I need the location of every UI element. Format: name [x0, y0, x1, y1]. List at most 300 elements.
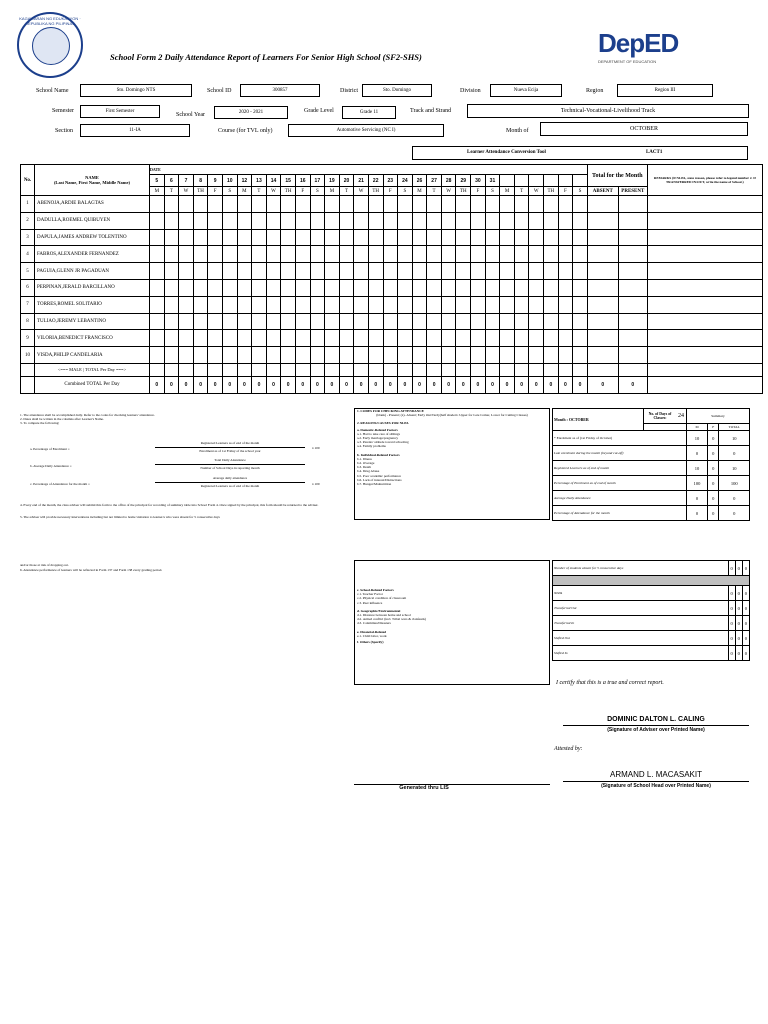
absent-total-cell[interactable]	[587, 229, 618, 246]
absent-total-cell[interactable]	[587, 263, 618, 280]
attendance-cell[interactable]	[427, 313, 442, 330]
attendance-cell[interactable]	[558, 212, 573, 229]
attendance-cell[interactable]	[412, 246, 427, 263]
attendance-cell[interactable]	[339, 263, 354, 280]
attendance-cell[interactable]	[485, 313, 500, 330]
attendance-cell[interactable]	[398, 212, 413, 229]
attendance-cell[interactable]	[427, 229, 442, 246]
attendance-cell[interactable]	[237, 263, 252, 280]
attendance-cell[interactable]	[456, 212, 471, 229]
attendance-cell[interactable]	[427, 296, 442, 313]
absent-total-cell[interactable]	[587, 279, 618, 296]
attendance-cell[interactable]	[164, 347, 179, 364]
attendance-cell[interactable]	[281, 330, 296, 347]
attendance-cell[interactable]	[339, 313, 354, 330]
attendance-cell[interactable]	[558, 246, 573, 263]
attendance-cell[interactable]	[514, 263, 529, 280]
attendance-cell[interactable]	[573, 296, 588, 313]
attendance-cell[interactable]	[310, 212, 325, 229]
attendance-cell[interactable]	[573, 212, 588, 229]
remarks-cell[interactable]	[647, 279, 762, 296]
absent-total-cell[interactable]	[587, 347, 618, 364]
attendance-cell[interactable]	[398, 196, 413, 213]
attendance-cell[interactable]	[368, 212, 383, 229]
attendance-cell[interactable]	[164, 196, 179, 213]
attendance-cell[interactable]	[368, 229, 383, 246]
attendance-cell[interactable]	[164, 330, 179, 347]
attendance-cell[interactable]	[150, 296, 165, 313]
attendance-cell[interactable]	[237, 196, 252, 213]
attendance-cell[interactable]	[573, 330, 588, 347]
attendance-cell[interactable]	[295, 246, 310, 263]
attendance-cell[interactable]	[529, 296, 544, 313]
attendance-cell[interactable]	[529, 263, 544, 280]
attendance-cell[interactable]	[354, 330, 369, 347]
attendance-cell[interactable]	[222, 330, 237, 347]
attendance-cell[interactable]	[529, 229, 544, 246]
attendance-cell[interactable]	[412, 347, 427, 364]
attendance-cell[interactable]	[222, 196, 237, 213]
attendance-cell[interactable]	[266, 212, 281, 229]
attendance-cell[interactable]	[368, 313, 383, 330]
attendance-cell[interactable]	[310, 330, 325, 347]
attendance-cell[interactable]	[237, 313, 252, 330]
attendance-cell[interactable]	[573, 347, 588, 364]
attendance-cell[interactable]	[354, 246, 369, 263]
attendance-cell[interactable]	[383, 296, 398, 313]
attendance-cell[interactable]	[471, 313, 486, 330]
attendance-cell[interactable]	[237, 347, 252, 364]
attendance-cell[interactable]	[325, 196, 340, 213]
grade-level-field[interactable]: Grade 11	[342, 106, 396, 119]
attendance-cell[interactable]	[237, 212, 252, 229]
attendance-cell[interactable]	[310, 313, 325, 330]
attendance-cell[interactable]	[368, 246, 383, 263]
attendance-cell[interactable]	[441, 212, 456, 229]
attendance-cell[interactable]	[325, 246, 340, 263]
present-total-cell[interactable]	[618, 196, 647, 213]
attendance-cell[interactable]	[368, 196, 383, 213]
remarks-cell[interactable]	[647, 296, 762, 313]
attendance-cell[interactable]	[164, 313, 179, 330]
attendance-cell[interactable]	[193, 347, 208, 364]
attendance-cell[interactable]	[222, 296, 237, 313]
attendance-cell[interactable]	[266, 347, 281, 364]
attendance-cell[interactable]	[193, 229, 208, 246]
attendance-cell[interactable]	[281, 313, 296, 330]
remarks-cell[interactable]	[647, 347, 762, 364]
school-year-field[interactable]: 2020 - 2021	[214, 106, 288, 119]
attendance-cell[interactable]	[281, 263, 296, 280]
attendance-cell[interactable]	[441, 263, 456, 280]
attendance-cell[interactable]	[325, 229, 340, 246]
school-id-field[interactable]: 300857	[240, 84, 320, 97]
attendance-cell[interactable]	[383, 229, 398, 246]
attendance-cell[interactable]	[500, 229, 515, 246]
semester-field[interactable]: First Semester	[80, 105, 160, 118]
attendance-cell[interactable]	[529, 279, 544, 296]
present-total-cell[interactable]	[618, 212, 647, 229]
attendance-cell[interactable]	[412, 279, 427, 296]
attendance-cell[interactable]	[558, 196, 573, 213]
attendance-cell[interactable]	[412, 330, 427, 347]
attendance-cell[interactable]	[193, 263, 208, 280]
attendance-cell[interactable]	[208, 296, 223, 313]
attendance-cell[interactable]	[471, 246, 486, 263]
attendance-cell[interactable]	[339, 229, 354, 246]
attendance-cell[interactable]	[295, 263, 310, 280]
attendance-cell[interactable]	[208, 246, 223, 263]
remarks-cell[interactable]	[647, 263, 762, 280]
attendance-cell[interactable]	[500, 313, 515, 330]
attendance-cell[interactable]	[354, 263, 369, 280]
attendance-cell[interactable]	[368, 296, 383, 313]
attendance-cell[interactable]	[339, 347, 354, 364]
attendance-cell[interactable]	[310, 196, 325, 213]
attendance-cell[interactable]	[252, 296, 267, 313]
absent-total-cell[interactable]	[587, 212, 618, 229]
attendance-cell[interactable]	[354, 313, 369, 330]
attendance-cell[interactable]	[295, 212, 310, 229]
attendance-cell[interactable]	[383, 279, 398, 296]
attendance-cell[interactable]	[383, 313, 398, 330]
attendance-cell[interactable]	[164, 212, 179, 229]
absent-total-cell[interactable]	[587, 313, 618, 330]
attendance-cell[interactable]	[398, 313, 413, 330]
attendance-cell[interactable]	[412, 296, 427, 313]
attendance-cell[interactable]	[208, 229, 223, 246]
attendance-cell[interactable]	[485, 212, 500, 229]
attendance-cell[interactable]	[471, 296, 486, 313]
attendance-cell[interactable]	[150, 196, 165, 213]
attendance-cell[interactable]	[339, 330, 354, 347]
attendance-cell[interactable]	[164, 263, 179, 280]
attendance-cell[interactable]	[150, 263, 165, 280]
present-total-cell[interactable]	[618, 296, 647, 313]
attendance-cell[interactable]	[573, 229, 588, 246]
attendance-cell[interactable]	[208, 279, 223, 296]
adviser-name[interactable]: DOMINIC DALTON L. CALING	[607, 716, 705, 723]
attendance-cell[interactable]	[441, 296, 456, 313]
attendance-cell[interactable]	[558, 296, 573, 313]
attendance-cell[interactable]	[412, 313, 427, 330]
attendance-cell[interactable]	[339, 246, 354, 263]
attendance-cell[interactable]	[325, 313, 340, 330]
attendance-cell[interactable]	[544, 229, 559, 246]
attendance-cell[interactable]	[529, 196, 544, 213]
attendance-cell[interactable]	[514, 196, 529, 213]
attendance-cell[interactable]	[500, 330, 515, 347]
attendance-cell[interactable]	[558, 313, 573, 330]
attendance-cell[interactable]	[558, 263, 573, 280]
division-field[interactable]: Nueva Ecija	[490, 84, 562, 97]
attendance-cell[interactable]	[295, 330, 310, 347]
conversion-tool-value[interactable]: LACT1	[645, 150, 663, 156]
attendance-cell[interactable]	[529, 313, 544, 330]
attendance-cell[interactable]	[514, 347, 529, 364]
attendance-cell[interactable]	[398, 347, 413, 364]
attendance-cell[interactable]	[150, 229, 165, 246]
attendance-cell[interactable]	[325, 212, 340, 229]
attendance-cell[interactable]	[514, 313, 529, 330]
attendance-cell[interactable]	[573, 279, 588, 296]
attendance-cell[interactable]	[485, 229, 500, 246]
attendance-cell[interactable]	[544, 196, 559, 213]
absent-total-cell[interactable]	[587, 196, 618, 213]
attendance-cell[interactable]	[500, 246, 515, 263]
attendance-cell[interactable]	[427, 196, 442, 213]
attendance-cell[interactable]	[339, 296, 354, 313]
attendance-cell[interactable]	[471, 196, 486, 213]
attendance-cell[interactable]	[179, 279, 194, 296]
attendance-cell[interactable]	[500, 279, 515, 296]
attendance-cell[interactable]	[354, 212, 369, 229]
summary-days-value[interactable]: 24	[676, 409, 687, 424]
attendance-cell[interactable]	[544, 212, 559, 229]
attendance-cell[interactable]	[252, 212, 267, 229]
attendance-cell[interactable]	[150, 279, 165, 296]
attendance-cell[interactable]	[208, 313, 223, 330]
present-total-cell[interactable]	[618, 246, 647, 263]
attendance-cell[interactable]	[222, 279, 237, 296]
attendance-cell[interactable]	[252, 313, 267, 330]
attendance-cell[interactable]	[354, 347, 369, 364]
attendance-cell[interactable]	[164, 296, 179, 313]
attendance-cell[interactable]	[354, 296, 369, 313]
attendance-cell[interactable]	[150, 212, 165, 229]
attendance-cell[interactable]	[456, 296, 471, 313]
attendance-cell[interactable]	[514, 229, 529, 246]
track-field[interactable]: Technical-Vocational-Livelihood Track	[467, 104, 749, 118]
attendance-cell[interactable]	[150, 347, 165, 364]
attendance-cell[interactable]	[179, 196, 194, 213]
attendance-cell[interactable]	[339, 212, 354, 229]
attendance-cell[interactable]	[179, 263, 194, 280]
attendance-cell[interactable]	[281, 246, 296, 263]
remarks-cell[interactable]	[647, 212, 762, 229]
attendance-cell[interactable]	[281, 196, 296, 213]
attendance-cell[interactable]	[252, 330, 267, 347]
attendance-cell[interactable]	[398, 330, 413, 347]
attendance-cell[interactable]	[237, 279, 252, 296]
attendance-cell[interactable]	[485, 263, 500, 280]
attendance-cell[interactable]	[295, 279, 310, 296]
attendance-cell[interactable]	[544, 296, 559, 313]
attendance-cell[interactable]	[222, 347, 237, 364]
attendance-cell[interactable]	[164, 229, 179, 246]
attendance-cell[interactable]	[310, 229, 325, 246]
attendance-cell[interactable]	[179, 347, 194, 364]
attendance-cell[interactable]	[339, 196, 354, 213]
attendance-cell[interactable]	[368, 330, 383, 347]
attendance-cell[interactable]	[266, 279, 281, 296]
attendance-cell[interactable]	[456, 263, 471, 280]
attendance-cell[interactable]	[471, 212, 486, 229]
attendance-cell[interactable]	[456, 347, 471, 364]
attendance-cell[interactable]	[208, 212, 223, 229]
attendance-cell[interactable]	[266, 229, 281, 246]
attendance-cell[interactable]	[485, 246, 500, 263]
attendance-cell[interactable]	[514, 330, 529, 347]
attendance-cell[interactable]	[179, 229, 194, 246]
attendance-cell[interactable]	[441, 229, 456, 246]
attendance-cell[interactable]	[281, 229, 296, 246]
attendance-cell[interactable]	[252, 229, 267, 246]
attendance-cell[interactable]	[281, 347, 296, 364]
present-total-cell[interactable]	[618, 279, 647, 296]
attendance-cell[interactable]	[383, 330, 398, 347]
attendance-cell[interactable]	[558, 330, 573, 347]
course-field[interactable]: Automotive Servicing (NC I)	[288, 124, 444, 137]
attendance-cell[interactable]	[573, 246, 588, 263]
attendance-cell[interactable]	[266, 196, 281, 213]
attendance-cell[interactable]	[514, 212, 529, 229]
attendance-cell[interactable]	[427, 246, 442, 263]
attendance-cell[interactable]	[573, 196, 588, 213]
attendance-cell[interactable]	[383, 212, 398, 229]
attendance-cell[interactable]	[529, 212, 544, 229]
attendance-cell[interactable]	[456, 246, 471, 263]
attendance-cell[interactable]	[398, 279, 413, 296]
attendance-cell[interactable]	[558, 347, 573, 364]
attendance-cell[interactable]	[193, 196, 208, 213]
remarks-cell[interactable]	[647, 246, 762, 263]
attendance-cell[interactable]	[310, 347, 325, 364]
district-field[interactable]: Sto. Domingo	[362, 84, 432, 97]
attendance-cell[interactable]	[150, 330, 165, 347]
attendance-cell[interactable]	[222, 263, 237, 280]
attendance-cell[interactable]	[544, 330, 559, 347]
attendance-cell[interactable]	[558, 279, 573, 296]
attendance-cell[interactable]	[544, 347, 559, 364]
attendance-cell[interactable]	[441, 330, 456, 347]
month-field[interactable]: OCTOBER	[540, 122, 748, 136]
attendance-cell[interactable]	[500, 212, 515, 229]
attendance-cell[interactable]	[398, 296, 413, 313]
remarks-cell[interactable]	[647, 313, 762, 330]
attendance-cell[interactable]	[310, 263, 325, 280]
remarks-cell[interactable]	[647, 229, 762, 246]
attendance-cell[interactable]	[514, 279, 529, 296]
attendance-cell[interactable]	[441, 347, 456, 364]
attendance-cell[interactable]	[164, 246, 179, 263]
attendance-cell[interactable]	[266, 246, 281, 263]
absent-total-cell[interactable]	[587, 296, 618, 313]
attendance-cell[interactable]	[354, 229, 369, 246]
attendance-cell[interactable]	[456, 313, 471, 330]
present-total-cell[interactable]	[618, 263, 647, 280]
attendance-cell[interactable]	[193, 246, 208, 263]
attendance-cell[interactable]	[237, 296, 252, 313]
attendance-cell[interactable]	[500, 296, 515, 313]
attendance-cell[interactable]	[412, 263, 427, 280]
present-total-cell[interactable]	[618, 313, 647, 330]
attendance-cell[interactable]	[252, 246, 267, 263]
attendance-cell[interactable]	[208, 263, 223, 280]
attendance-cell[interactable]	[558, 229, 573, 246]
attendance-cell[interactable]	[427, 279, 442, 296]
attendance-cell[interactable]	[325, 263, 340, 280]
attendance-cell[interactable]	[179, 246, 194, 263]
attendance-cell[interactable]	[471, 229, 486, 246]
attendance-cell[interactable]	[208, 330, 223, 347]
attendance-cell[interactable]	[544, 279, 559, 296]
attendance-cell[interactable]	[441, 279, 456, 296]
attendance-cell[interactable]	[193, 296, 208, 313]
attendance-cell[interactable]	[193, 313, 208, 330]
attendance-cell[interactable]	[456, 330, 471, 347]
attendance-cell[interactable]	[544, 246, 559, 263]
attendance-cell[interactable]	[310, 279, 325, 296]
attendance-cell[interactable]	[266, 296, 281, 313]
attendance-cell[interactable]	[368, 279, 383, 296]
attendance-cell[interactable]	[295, 313, 310, 330]
attendance-cell[interactable]	[179, 313, 194, 330]
attendance-cell[interactable]	[252, 347, 267, 364]
present-total-cell[interactable]	[618, 330, 647, 347]
attendance-cell[interactable]	[529, 347, 544, 364]
attendance-cell[interactable]	[383, 246, 398, 263]
attendance-cell[interactable]	[456, 229, 471, 246]
attendance-cell[interactable]	[281, 212, 296, 229]
attendance-cell[interactable]	[441, 313, 456, 330]
attendance-cell[interactable]	[295, 296, 310, 313]
attendance-cell[interactable]	[164, 279, 179, 296]
school-head-name[interactable]: ARMAND L. MACASAKIT	[609, 770, 702, 779]
attendance-cell[interactable]	[573, 313, 588, 330]
attendance-cell[interactable]	[427, 347, 442, 364]
attendance-cell[interactable]	[281, 296, 296, 313]
attendance-cell[interactable]	[325, 347, 340, 364]
attendance-cell[interactable]	[471, 347, 486, 364]
present-total-cell[interactable]	[618, 229, 647, 246]
attendance-cell[interactable]	[266, 313, 281, 330]
attendance-cell[interactable]	[325, 296, 340, 313]
region-field[interactable]: Region III	[617, 84, 713, 97]
attendance-cell[interactable]	[398, 229, 413, 246]
attendance-cell[interactable]	[325, 330, 340, 347]
section-field[interactable]: 11-IA	[80, 124, 190, 137]
attendance-cell[interactable]	[427, 212, 442, 229]
attendance-cell[interactable]	[427, 330, 442, 347]
absent-total-cell[interactable]	[587, 246, 618, 263]
attendance-cell[interactable]	[485, 330, 500, 347]
remarks-cell[interactable]	[647, 196, 762, 213]
attendance-cell[interactable]	[412, 196, 427, 213]
attendance-cell[interactable]	[252, 196, 267, 213]
attendance-cell[interactable]	[208, 196, 223, 213]
attendance-cell[interactable]	[500, 196, 515, 213]
attendance-cell[interactable]	[412, 229, 427, 246]
school-name-field[interactable]: Sto. Domingo NTS	[80, 84, 192, 97]
attendance-cell[interactable]	[179, 296, 194, 313]
attendance-cell[interactable]	[544, 263, 559, 280]
attendance-cell[interactable]	[339, 279, 354, 296]
attendance-cell[interactable]	[485, 279, 500, 296]
attendance-cell[interactable]	[441, 246, 456, 263]
attendance-cell[interactable]	[514, 296, 529, 313]
attendance-cell[interactable]	[193, 279, 208, 296]
attendance-cell[interactable]	[208, 347, 223, 364]
attendance-cell[interactable]	[573, 263, 588, 280]
attendance-cell[interactable]	[179, 330, 194, 347]
attendance-cell[interactable]	[266, 330, 281, 347]
attendance-cell[interactable]	[193, 330, 208, 347]
attendance-cell[interactable]	[529, 330, 544, 347]
attendance-cell[interactable]	[295, 229, 310, 246]
attendance-cell[interactable]	[383, 263, 398, 280]
attendance-cell[interactable]	[252, 263, 267, 280]
